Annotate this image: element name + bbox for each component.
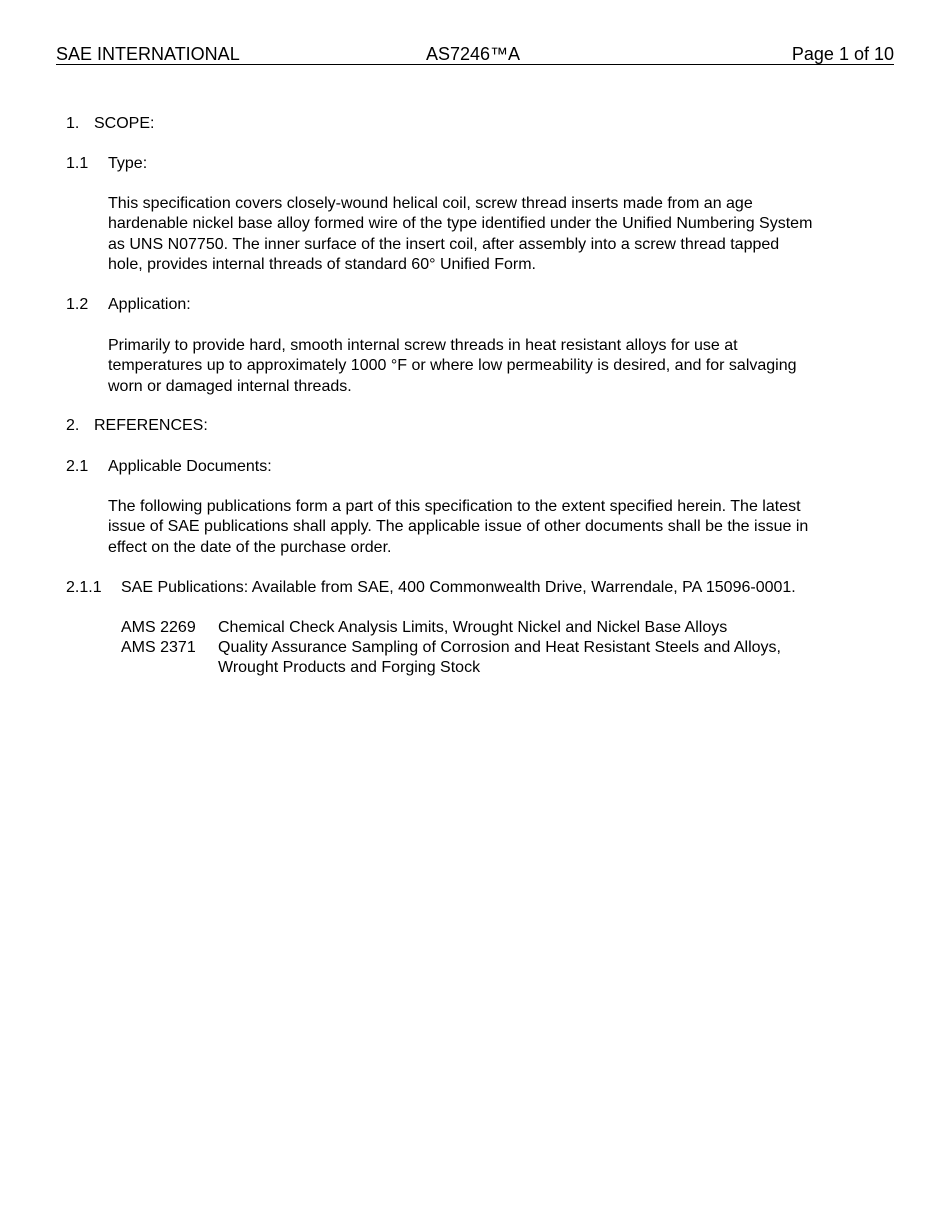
- paragraph-line: hardenable nickel base alloy formed wire of the type identified under the Unified Numbering System: [108, 215, 813, 233]
- section-text: SAE Publications: Available from SAE, 400 Commonwealth Drive, Warrendale, PA 15096-0001.: [121, 579, 796, 596]
- reference-title: [218, 618, 727, 638]
- reference-code: AMS 2269: [121, 619, 196, 636]
- section-2-1-paragraph: [108, 497, 868, 558]
- section-number: 2.1: [66, 458, 89, 475]
- reference-title-line: Chemical Check Analysis Limits, Wrought Nickel and Nickel Base Alloys: [218, 619, 728, 636]
- reference-title-line: Quality Assurance Sampling of Corrosion and Heat Resistant Steels and Alloys,: [218, 639, 781, 656]
- reference-title-line: Wrought Products and Forging Stock: [218, 659, 481, 677]
- section-number: 1.1: [66, 155, 89, 172]
- section-title: Application:: [108, 296, 191, 313]
- reference-title: [218, 638, 781, 679]
- header-page-number: Page 1 of 10: [791, 44, 894, 64]
- paragraph-line: Primarily to provide hard, smooth internal screw threads in heat resistant alloys for use at: [108, 337, 738, 354]
- section-number: 1.: [66, 115, 80, 132]
- header-doc-number: AS7246™A: [426, 44, 521, 64]
- section-title: SCOPE:: [94, 115, 155, 132]
- section-title: REFERENCES:: [94, 417, 208, 434]
- paragraph-line: effect on the date of the purchase order.: [108, 538, 392, 556]
- page-header: [56, 44, 894, 65]
- paragraph-line: temperatures up to approximately 1000 °F or where low permeability is desired, and for salvaging: [108, 357, 797, 375]
- paragraph-line: hole, provides internal threads of standard 60° Unified Form.: [108, 255, 536, 273]
- section-title: Type:: [108, 155, 148, 172]
- section-number: 2.: [66, 417, 80, 434]
- paragraph-line: This specification covers closely-wound helical coil, screw thread inserts made from an age: [108, 195, 753, 212]
- section-number: 2.1.1: [66, 579, 102, 596]
- paragraph-line: The following publications form a part of this specification to the extent specified herein. The latest: [108, 498, 801, 515]
- section-number: 1.2: [66, 296, 89, 313]
- section-1-2-paragraph: [108, 336, 868, 397]
- reference-code: AMS 2371: [121, 639, 196, 656]
- section-title: Applicable Documents:: [108, 458, 272, 475]
- paragraph-line: worn or damaged internal threads.: [108, 377, 352, 395]
- section-1-1-paragraph: [108, 194, 868, 275]
- header-org: SAE INTERNATIONAL: [56, 44, 240, 64]
- paragraph-line: as UNS N07750. The inner surface of the insert coil, after assembly into a screw thread tapped: [108, 235, 780, 253]
- paragraph-line: issue of SAE publications shall apply. The applicable issue of other documents shall be the issue in: [108, 518, 809, 536]
